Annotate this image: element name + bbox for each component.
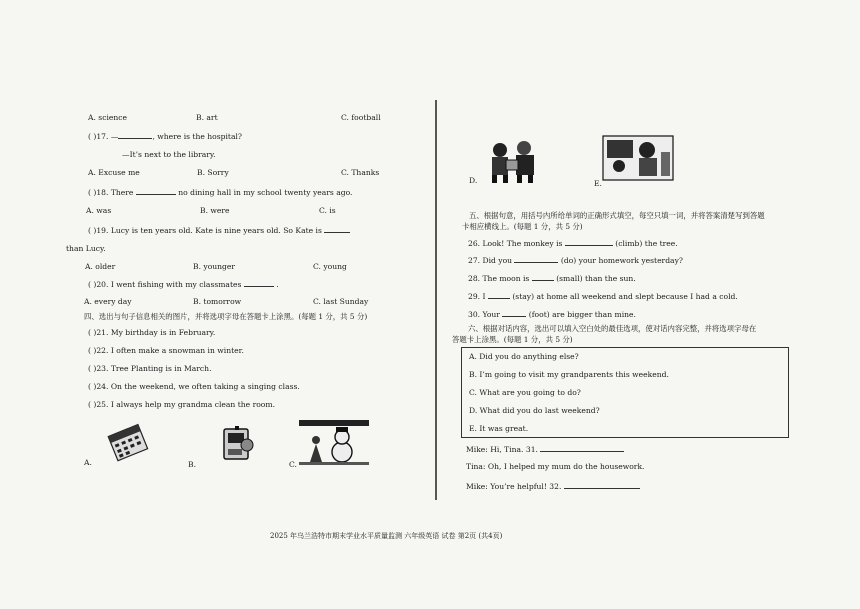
section-6-title: 六、根据对话内容，选出可以填入空白处的最佳选项，使对话内容完整，并将选项字母在 bbox=[468, 324, 757, 333]
q28-suffix: (small) than the sun. bbox=[556, 274, 636, 283]
q17-suffix: , where is the hospital? bbox=[152, 132, 243, 141]
pic-label-e: E. bbox=[594, 179, 602, 188]
q17-prefix: ( )17. — bbox=[88, 132, 119, 141]
q26-blank[interactable] bbox=[565, 239, 613, 246]
q29-line bbox=[468, 292, 738, 301]
q30-blank[interactable] bbox=[502, 310, 526, 317]
q29-suffix: (stay) at home all weekend and slept because I had a cold. bbox=[512, 292, 738, 301]
pic-label-c: C. bbox=[289, 460, 297, 469]
q18-option-a: A. was bbox=[86, 206, 112, 215]
q19-prefix: ( )19. Lucy is ten years old. Kate is nine years old. So Kate is bbox=[88, 226, 322, 235]
q18-option-b: B. were bbox=[200, 206, 230, 215]
singing-class-picture bbox=[599, 132, 677, 186]
kids-picture bbox=[486, 138, 542, 184]
option-d: D. What did you do last weekend? bbox=[469, 406, 600, 415]
dialog-line-2: Tina: Oh, I helped my mum do the housework. bbox=[466, 462, 645, 471]
q20-blank[interactable] bbox=[244, 280, 274, 287]
dialog-line-1 bbox=[466, 445, 624, 454]
q30-prefix: 30. Your bbox=[468, 310, 500, 319]
dialog-1-text: Mike: Hi, Tina. 31. bbox=[466, 445, 538, 454]
q19-line bbox=[88, 226, 350, 235]
pic-label-a: A. bbox=[84, 458, 92, 467]
snowman-picture bbox=[298, 418, 370, 466]
q17-line bbox=[88, 132, 242, 141]
q19-blank[interactable] bbox=[324, 226, 350, 233]
q31-blank[interactable] bbox=[540, 445, 624, 452]
q21: ( )21. My birthday is in February. bbox=[88, 328, 216, 337]
q18-suffix: no dining hall in my school twenty years ago. bbox=[178, 188, 353, 197]
dialog-line-3 bbox=[466, 482, 640, 491]
q18-blank[interactable] bbox=[136, 188, 176, 195]
q16-option-c: C. football bbox=[341, 113, 381, 122]
section-6-title-cont: 答题卡上涂黑。(每题 1 分，共 5 分) bbox=[452, 335, 573, 344]
q27-line bbox=[468, 256, 683, 265]
option-a: A. Did you do anything else? bbox=[469, 352, 579, 361]
q22: ( )22. I often make a snowman in winter. bbox=[88, 346, 244, 355]
q24: ( )24. On the weekend, we often taking a singing class. bbox=[88, 382, 300, 391]
q20-option-c: C. last Sunday bbox=[313, 297, 369, 306]
q23: ( )23. Tree Planting is in March. bbox=[88, 364, 212, 373]
q27-prefix: 27. Did you bbox=[468, 256, 513, 265]
q26-prefix: 26. Look! The monkey is bbox=[468, 239, 563, 248]
page-footer: 2025 年乌兰浩特市期末学业水平质量监测 六年级英语 试卷 第2页 (共4页) bbox=[270, 532, 503, 540]
pic-label-b: B. bbox=[188, 460, 196, 469]
q16-option-b: B. art bbox=[196, 113, 218, 122]
q17-option-a: A. Excuse me bbox=[88, 168, 140, 177]
section-5-title: 五、根据句意，用括号内所给单词的正确形式填空，每空只填一词，并将答案清楚写到答题 bbox=[469, 211, 765, 220]
q17-option-c: C. Thanks bbox=[341, 168, 380, 177]
q26-line bbox=[468, 239, 678, 248]
q20-prefix: ( )20. I went fishing with my classmates bbox=[88, 280, 242, 289]
section-5-title-cont: 卡相应横线上。(每题 1 分，共 5 分) bbox=[462, 222, 583, 231]
q29-blank[interactable] bbox=[488, 292, 510, 299]
q19-option-c: C. young bbox=[313, 262, 347, 271]
q16-option-a: A. science bbox=[88, 113, 128, 122]
q19-suffix: than Lucy. bbox=[66, 244, 106, 253]
section-4-title: 四、选出与句子信息相关的图片，并将选项字母在答题卡上涂黑。(每题 1 分，共 5 分) bbox=[84, 312, 368, 321]
q19-option-a: A. older bbox=[85, 262, 116, 271]
q27-suffix: (do) your homework yesterday? bbox=[560, 256, 683, 265]
q18-option-c: C. is bbox=[319, 206, 336, 215]
q28-line bbox=[468, 274, 636, 283]
column-divider bbox=[435, 100, 437, 500]
q20-option-a: A. every day bbox=[84, 297, 132, 306]
q28-prefix: 28. The moon is bbox=[468, 274, 530, 283]
q17-option-b: B. Sorry bbox=[197, 168, 229, 177]
q28-blank[interactable] bbox=[532, 274, 554, 281]
machine-picture bbox=[221, 425, 257, 463]
q19-option-b: B. younger bbox=[193, 262, 236, 271]
q30-line bbox=[468, 310, 636, 319]
q30-suffix: (foot) are bigger than mine. bbox=[528, 310, 636, 319]
q17-reply: —It’s next to the library. bbox=[122, 150, 216, 159]
option-c: C. What are you going to do? bbox=[469, 388, 581, 397]
q32-blank[interactable] bbox=[564, 482, 640, 489]
q29-prefix: 29. I bbox=[468, 292, 486, 301]
q27-blank[interactable] bbox=[514, 256, 558, 263]
q20-line: ( )20. I went fishing with my classmates . bbox=[88, 280, 279, 289]
q25: ( )25. I always help my grandma clean the room. bbox=[88, 400, 275, 409]
option-e: E. It was great. bbox=[469, 424, 529, 433]
q18-line bbox=[88, 188, 352, 197]
option-b: B. I’m going to visit my grandparents this weekend. bbox=[469, 370, 669, 379]
pic-label-d: D. bbox=[469, 176, 478, 185]
q18-prefix: ( )18. There bbox=[88, 188, 134, 197]
calendar-picture bbox=[105, 422, 150, 464]
q26-suffix: (climb) the tree. bbox=[615, 239, 678, 248]
q20-option-b: B. tomorrow bbox=[193, 297, 242, 306]
q17-blank[interactable] bbox=[118, 132, 152, 139]
dialog-3-text: Mike: You’re helpful! 32. bbox=[466, 482, 562, 491]
